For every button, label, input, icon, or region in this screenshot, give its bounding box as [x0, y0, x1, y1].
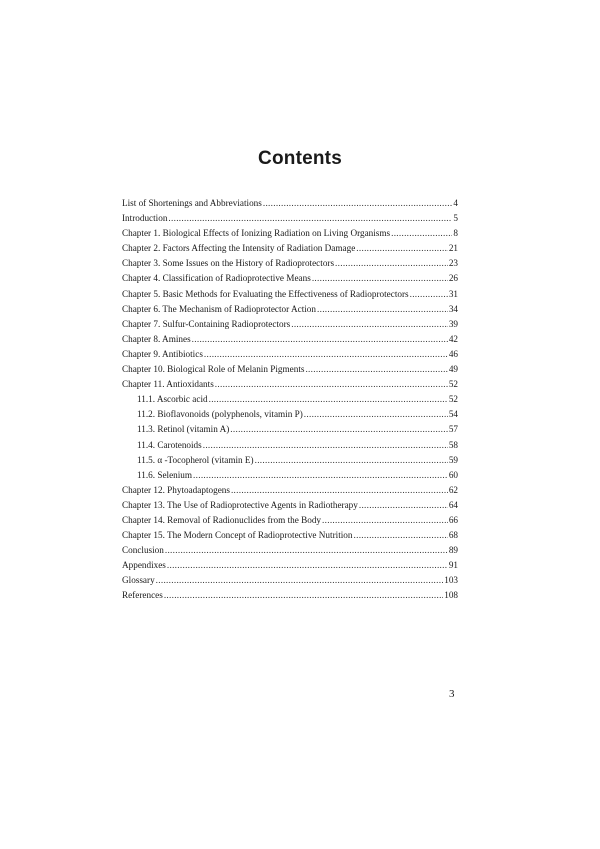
toc-entry-page: 8: [453, 228, 458, 239]
toc-dot-leader: [317, 302, 448, 317]
toc-entry-label: 11.6. Selenium: [137, 469, 193, 480]
toc-entry-label: Chapter 10. Biological Role of Melanin Pigments: [122, 364, 305, 375]
toc-entry: [122, 271, 458, 286]
toc-subentry: [122, 392, 458, 407]
toc-entry: [122, 513, 458, 528]
toc-dot-leader: [305, 362, 447, 377]
toc-entry-page: 34: [448, 303, 458, 314]
toc-entry-label: Chapter 2. Factors Affecting the Intensity of Radiation Damage: [122, 243, 356, 254]
toc-entry-page: 64: [448, 499, 458, 510]
toc-entry-label: Chapter 11. Antioxidants: [122, 379, 214, 390]
toc-entry-page: 31: [448, 288, 458, 299]
toc-entry-page: 103: [444, 575, 458, 586]
toc-entry-label: 11.3. Retinol (vitamin A): [137, 424, 230, 435]
page-number: 3: [449, 688, 455, 700]
toc-entry-label: Glossary: [122, 575, 155, 586]
toc-entry-label: Chapter 3. Some Issues on the History of Radioprotectors: [122, 258, 335, 269]
toc-entry-page: 21: [448, 243, 458, 254]
toc-entry-label: Chapter 4. Classification of Radioprotective Means: [122, 273, 311, 284]
toc-entry: [122, 377, 458, 392]
toc-dot-leader: [263, 196, 453, 211]
toc-entry-label: Chapter 14. Removal of Radionuclides from the Body: [122, 514, 322, 525]
toc-entry: [122, 543, 458, 558]
toc-dot-leader: [356, 241, 448, 256]
toc-entry-page: 52: [448, 379, 458, 390]
toc-subentry: [122, 422, 458, 437]
toc-entry-page: 5: [453, 213, 458, 224]
toc-entry-page: 60: [448, 469, 458, 480]
toc-entry-page: 62: [448, 484, 458, 495]
toc-entry-page: 46: [448, 348, 458, 359]
toc-entry-label: Introduction: [122, 213, 168, 224]
toc-dot-leader: [230, 422, 448, 437]
toc-entry-page: 23: [448, 258, 458, 269]
toc-entry-label: Chapter 9. Antibiotics: [122, 348, 203, 359]
toc-entry: [122, 558, 458, 573]
toc-dot-leader: [193, 468, 448, 483]
toc-entry-page: 58: [448, 439, 458, 450]
toc-subentry: [122, 438, 458, 453]
toc-entry-label: Chapter 12. Phytoadaptogens: [122, 484, 230, 495]
toc-entry-page: 26: [448, 273, 458, 284]
toc-dot-leader: [231, 483, 448, 498]
toc-dot-leader: [335, 256, 448, 271]
page-title: Contents: [258, 148, 342, 169]
toc-entry: [122, 317, 458, 332]
toc-entry-page: 4: [453, 198, 458, 208]
toc-entry-label: 11.4. Carotenoids: [137, 439, 202, 450]
toc-entry-label: Chapter 7. Sulfur-Containing Radioprotectors: [122, 318, 291, 329]
toc-dot-leader: [192, 332, 448, 347]
toc-entry-label: Conclusion: [122, 545, 164, 556]
toc-entry-label: 11.1. Ascorbic acid: [137, 394, 208, 405]
toc-dot-leader: [168, 211, 452, 226]
toc-entry: [122, 241, 458, 256]
toc-dot-leader: [165, 543, 448, 558]
toc-dot-leader: [209, 392, 448, 407]
toc-entry-page: 54: [448, 409, 458, 420]
toc-entry-page: 39: [448, 318, 458, 329]
toc-dot-leader: [410, 287, 448, 302]
toc-entry: [122, 256, 458, 271]
toc-entry: [122, 287, 458, 302]
toc-entry-page: 68: [448, 530, 458, 541]
toc-entry: [122, 347, 458, 362]
toc-entry: [122, 573, 458, 588]
toc-entry: [122, 588, 458, 603]
table-of-contents: [122, 196, 458, 604]
toc-entry-page: 52: [448, 394, 458, 405]
toc-subentry: [122, 468, 458, 483]
toc-dot-leader: [354, 528, 448, 543]
toc-entry-label: Chapter 1. Biological Effects of Ionizing Radiation on Living Organisms: [122, 228, 391, 239]
toc-dot-leader: [304, 407, 448, 422]
toc-dot-leader: [215, 377, 448, 392]
toc-dot-leader: [203, 438, 448, 453]
toc-entry-label: References: [122, 590, 163, 601]
toc-entry: [122, 196, 458, 211]
toc-dot-leader: [291, 317, 448, 332]
toc-entry: [122, 332, 458, 347]
toc-entry-page: 59: [448, 454, 458, 465]
toc-entry-label: 11.2. Bioflavonoids (polyphenols, vitamin P): [137, 409, 303, 420]
toc-dot-leader: [156, 573, 444, 588]
toc-dot-leader: [204, 347, 448, 362]
toc-entry-page: 42: [448, 333, 458, 344]
toc-entry-label: List of Shortenings and Abbreviations: [122, 198, 262, 208]
toc-dot-leader: [164, 588, 443, 603]
toc-entry-label: Chapter 13. The Use of Radioprotective Agents in Radiotherapy: [122, 499, 358, 510]
toc-entry: [122, 498, 458, 513]
toc-entry: [122, 226, 458, 241]
toc-entry: [122, 362, 458, 377]
toc-entry-label: Chapter 5. Basic Methods for Evaluating the Effectiveness of Radioprotectors: [122, 288, 409, 299]
toc-entry-page: 89: [448, 545, 458, 556]
toc-dot-leader: [359, 498, 448, 513]
toc-entry: [122, 528, 458, 543]
toc-subentry: [122, 407, 458, 422]
toc-entry-page: 49: [448, 364, 458, 375]
toc-entry: [122, 211, 458, 226]
toc-entry-page: 108: [444, 590, 458, 601]
toc-entry-label: Appendixes: [122, 560, 166, 571]
toc-entry-label: Chapter 8. Amines: [122, 333, 191, 344]
toc-entry-page: 66: [448, 514, 458, 525]
toc-dot-leader: [391, 226, 452, 241]
toc-subentry: [122, 453, 458, 468]
toc-entry-label: Chapter 15. The Modern Concept of Radioprotective Nutrition: [122, 530, 353, 541]
toc-entry: [122, 302, 458, 317]
toc-dot-leader: [255, 453, 448, 468]
toc-dot-leader: [312, 271, 448, 286]
toc-dot-leader: [167, 558, 448, 573]
toc-dot-leader: [322, 513, 448, 528]
toc-entry-page: 91: [448, 560, 458, 571]
toc-entry: [122, 483, 458, 498]
toc-entry-page: 57: [448, 424, 458, 435]
toc-entry-label: 11.5. α -Tocopherol (vitamin E): [137, 454, 254, 465]
toc-entry-label: Chapter 6. The Mechanism of Radioprotector Action: [122, 303, 316, 314]
